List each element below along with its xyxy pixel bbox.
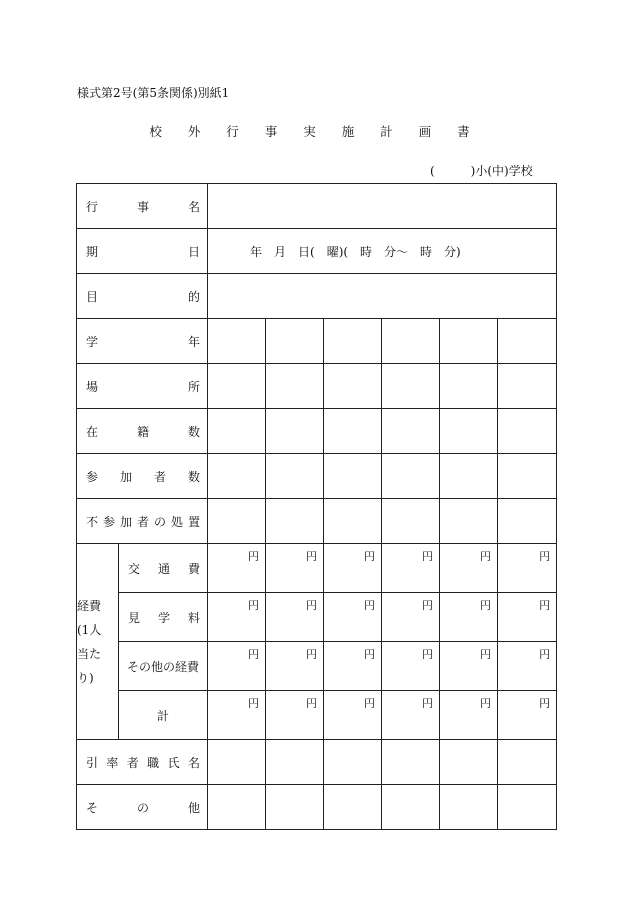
place-cell[interactable] <box>440 364 498 409</box>
nonparticipant-cell[interactable] <box>498 499 557 544</box>
other-cell[interactable] <box>498 785 557 830</box>
enrolled-cell[interactable] <box>266 409 324 454</box>
total-yen-cell[interactable]: 円 <box>266 691 324 740</box>
nonparticipant-cell[interactable] <box>266 499 324 544</box>
study-yen-cell[interactable]: 円 <box>498 593 557 642</box>
enrolled-cell[interactable] <box>440 409 498 454</box>
label-date: 期 日 <box>77 229 208 274</box>
place-cell[interactable] <box>382 364 440 409</box>
enrolled-cell[interactable] <box>208 409 266 454</box>
row-study-fee <box>77 593 557 642</box>
leaders-cell[interactable] <box>382 740 440 785</box>
row-total <box>77 691 557 740</box>
study-yen-cell[interactable]: 円 <box>440 593 498 642</box>
nonparticipant-cell[interactable] <box>208 499 266 544</box>
grade-cell[interactable] <box>498 319 557 364</box>
place-cell[interactable] <box>498 364 557 409</box>
row-place <box>77 364 557 409</box>
row-participants <box>77 454 557 499</box>
transport-yen-cell[interactable]: 円 <box>208 544 266 593</box>
leaders-cell[interactable] <box>208 740 266 785</box>
total-yen-cell[interactable]: 円 <box>498 691 557 740</box>
participants-cell[interactable] <box>382 454 440 499</box>
label-leaders: 引 率 者 職 氏 名 <box>77 740 208 785</box>
participants-cell[interactable] <box>324 454 382 499</box>
row-other-cost <box>77 642 557 691</box>
label-nonparticipant: 不 参 加 者 の 処 置 <box>77 499 208 544</box>
transport-yen-cell[interactable]: 円 <box>324 544 382 593</box>
other-cost-yen-cell[interactable]: 円 <box>440 642 498 691</box>
transport-yen-cell[interactable]: 円 <box>498 544 557 593</box>
leaders-cell[interactable] <box>440 740 498 785</box>
other-cell[interactable] <box>324 785 382 830</box>
total-yen-cell[interactable]: 円 <box>440 691 498 740</box>
transport-yen-cell[interactable]: 円 <box>440 544 498 593</box>
date-field[interactable]: 年 月 日( 曜)( 時 分～ 時 分) <box>208 229 557 274</box>
other-cell[interactable] <box>440 785 498 830</box>
place-cell[interactable] <box>208 364 266 409</box>
participants-cell[interactable] <box>498 454 557 499</box>
row-leaders <box>77 740 557 785</box>
other-cost-yen-cell[interactable]: 円 <box>382 642 440 691</box>
nonparticipant-cell[interactable] <box>440 499 498 544</box>
form-number-note: 様式第2号(第5条関係)別紙1 <box>77 86 230 100</box>
study-yen-cell[interactable]: 円 <box>324 593 382 642</box>
other-cell[interactable] <box>208 785 266 830</box>
row-enrolled <box>77 409 557 454</box>
label-enrolled: 在 籍 数 <box>77 409 208 454</box>
label-grade: 学 年 <box>77 319 208 364</box>
other-cost-yen-cell[interactable]: 円 <box>498 642 557 691</box>
leaders-cell[interactable] <box>498 740 557 785</box>
place-cell[interactable] <box>324 364 382 409</box>
other-cell[interactable] <box>266 785 324 830</box>
total-yen-cell[interactable]: 円 <box>382 691 440 740</box>
participants-cell[interactable] <box>208 454 266 499</box>
label-place: 場 所 <box>77 364 208 409</box>
row-grade <box>77 319 557 364</box>
grade-cell[interactable] <box>382 319 440 364</box>
label-purpose: 目 的 <box>77 274 208 319</box>
label-transport: 交 通 費 <box>119 544 208 593</box>
leaders-cell[interactable] <box>324 740 382 785</box>
transport-yen-cell[interactable]: 円 <box>382 544 440 593</box>
other-cost-yen-cell[interactable]: 円 <box>266 642 324 691</box>
row-date <box>77 229 557 274</box>
row-event-name <box>77 184 557 229</box>
label-event-name: 行 事 名 <box>77 184 208 229</box>
leaders-cell[interactable] <box>266 740 324 785</box>
label-cost-group: 経費 (1人 当た り) <box>77 544 119 740</box>
plan-table <box>76 183 557 830</box>
school-name-line: ( )小(中)学校 <box>430 164 533 178</box>
enrolled-cell[interactable] <box>324 409 382 454</box>
nonparticipant-cell[interactable] <box>382 499 440 544</box>
row-nonparticipant <box>77 499 557 544</box>
label-other-cost: その他の経費 <box>119 642 208 691</box>
study-yen-cell[interactable]: 円 <box>208 593 266 642</box>
row-other <box>77 785 557 830</box>
participants-cell[interactable] <box>266 454 324 499</box>
document-title: 校 外 行 事 実 施 計 画 書 <box>149 124 481 139</box>
other-cost-yen-cell[interactable]: 円 <box>324 642 382 691</box>
participants-cell[interactable] <box>440 454 498 499</box>
study-yen-cell[interactable]: 円 <box>382 593 440 642</box>
grade-cell[interactable] <box>440 319 498 364</box>
purpose-field[interactable] <box>208 274 557 319</box>
study-yen-cell[interactable]: 円 <box>266 593 324 642</box>
label-study-fee: 見 学 料 <box>119 593 208 642</box>
grade-cell[interactable] <box>208 319 266 364</box>
grade-cell[interactable] <box>324 319 382 364</box>
enrolled-cell[interactable] <box>498 409 557 454</box>
event-name-field[interactable] <box>208 184 557 229</box>
nonparticipant-cell[interactable] <box>324 499 382 544</box>
enrolled-cell[interactable] <box>382 409 440 454</box>
other-cell[interactable] <box>382 785 440 830</box>
label-participants: 参 加 者 数 <box>77 454 208 499</box>
label-total: 計 <box>119 691 208 740</box>
grade-cell[interactable] <box>266 319 324 364</box>
row-transport <box>77 544 557 593</box>
total-yen-cell[interactable]: 円 <box>208 691 266 740</box>
place-cell[interactable] <box>266 364 324 409</box>
label-other: そ の 他 <box>77 785 208 830</box>
row-purpose <box>77 274 557 319</box>
other-cost-yen-cell[interactable]: 円 <box>208 642 266 691</box>
transport-yen-cell[interactable]: 円 <box>266 544 324 593</box>
total-yen-cell[interactable]: 円 <box>324 691 382 740</box>
